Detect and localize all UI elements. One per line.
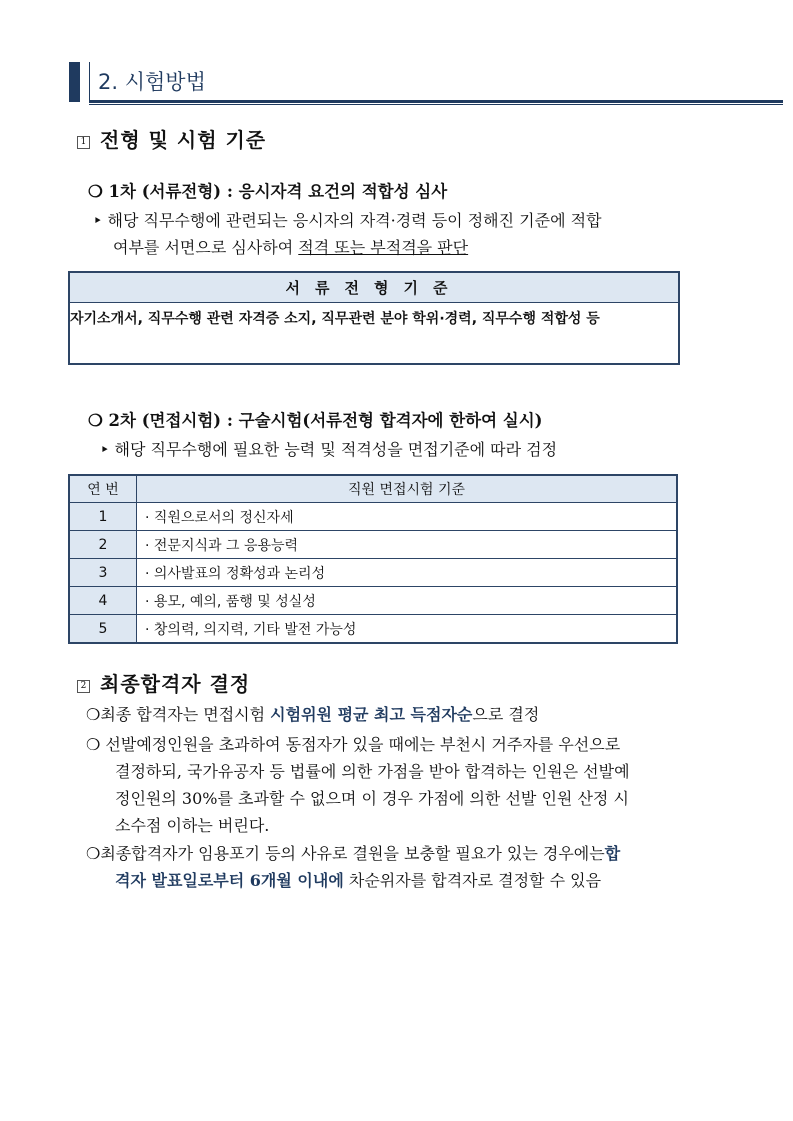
section2-number-box: 2 [77, 680, 90, 693]
section2-body [86, 701, 758, 894]
section-header-bar [69, 62, 80, 102]
table-row [69, 587, 677, 615]
table1-header: 서류전형기준 [69, 272, 679, 303]
table-row [69, 559, 677, 587]
table-row [69, 531, 677, 559]
section1-title: 전형 및 시험 기준 [100, 128, 267, 152]
section1-number-box: 1 [77, 136, 90, 149]
stage1-desc-line2-text: 여부를 서면으로 심사하여 [113, 238, 299, 257]
final-item-3-highlight-start: 합 [604, 844, 621, 863]
final-item-2-line2: 결정하되, 국가유공자 등 법률에 의한 가점을 받아 합격하는 인원은 선발예 [115, 762, 630, 781]
final-item-3-text: ❍최종합격자가 임용포기 등의 사유로 결원을 보충할 필요가 있는 경우에는 [86, 844, 605, 863]
table-row [69, 503, 677, 531]
table2-col-num: 연 번 [69, 475, 137, 503]
stage2-title: ❍ 2차 (면접시험) : 구술시험(서류전형 합격자에 한하여 실시) [88, 411, 543, 430]
row-criteria: · 의사발표의 정확성과 논리성 [137, 559, 678, 587]
final-item-1-tail: 으로 결정 [472, 705, 540, 724]
final-item-1-highlight: 시험위원 평균 최고 득점자순 [270, 705, 473, 724]
document-screening-table [68, 271, 680, 365]
final-item-2 [86, 731, 758, 839]
final-item-3-highlight: 격자 발표일로부터 6개월 이내에 [115, 871, 344, 890]
stage1-description [93, 207, 758, 261]
final-item-1 [86, 701, 758, 728]
row-number: 4 [69, 587, 137, 615]
final-item-2-line1: ❍ 선발예정인원을 초과하여 동점자가 있을 때에는 부천시 거주자를 우선으로 [86, 735, 621, 754]
final-item-3-tail: 차순위자를 합격자로 결정할 수 있음 [343, 871, 602, 890]
stage1-title: ❍ 1차 (서류전형) : 응시자격 요건의 적합성 심사 [88, 182, 448, 201]
row-criteria: · 전문지식과 그 응용능력 [137, 531, 678, 559]
section1-heading [77, 124, 266, 153]
table2-col-criteria: 직원 면접시험 기준 [137, 475, 678, 503]
section2-title: 최종합격자 결정 [100, 672, 251, 696]
row-criteria: · 직원으로서의 정신자세 [137, 503, 678, 531]
final-item-1-text: ❍최종 합격자는 면접시험 [86, 705, 271, 724]
row-number: 2 [69, 531, 137, 559]
stage2-description: ‣ 해당 직무수행에 필요한 능력 및 적격성을 면접기준에 따라 검정 [100, 440, 558, 459]
stage1-desc-underlined: 적격 또는 부적격을 판단 [298, 238, 469, 257]
final-item-3-line1 [86, 840, 758, 867]
section-header-underline [89, 100, 783, 103]
section-header-title: 2. 시험방법 [98, 70, 206, 94]
section2-heading [77, 668, 250, 697]
stage1-desc-line1: ‣ 해당 직무수행에 관련되는 응시자의 자격·경력 등이 정해진 기준에 적합 [93, 211, 602, 230]
stage1-desc-line2 [93, 234, 758, 261]
row-criteria: · 창의력, 의지력, 기타 발전 가능성 [137, 615, 678, 644]
table-row [69, 615, 677, 644]
interview-criteria-table [68, 474, 678, 644]
row-criteria: · 용모, 예의, 품행 및 성실성 [137, 587, 678, 615]
row-number: 5 [69, 615, 137, 644]
table1-body: 자기소개서, 직무수행 관련 자격증 소지, 직무관련 분야 학위·경력, 직무수행 적합성 등 [70, 311, 600, 327]
section-header-underline-thin [89, 104, 783, 105]
final-item-2-line4: 소수점 이하는 버린다. [115, 816, 270, 835]
final-item-3 [86, 840, 758, 894]
final-item-2-line3: 정인원의 30%를 초과할 수 없으며 이 경우 가점에 의한 선발 인원 산정 시 [115, 789, 629, 808]
row-number: 1 [69, 503, 137, 531]
final-item-3-line2 [86, 867, 758, 894]
section-header-divider [89, 62, 90, 102]
row-number: 3 [69, 559, 137, 587]
